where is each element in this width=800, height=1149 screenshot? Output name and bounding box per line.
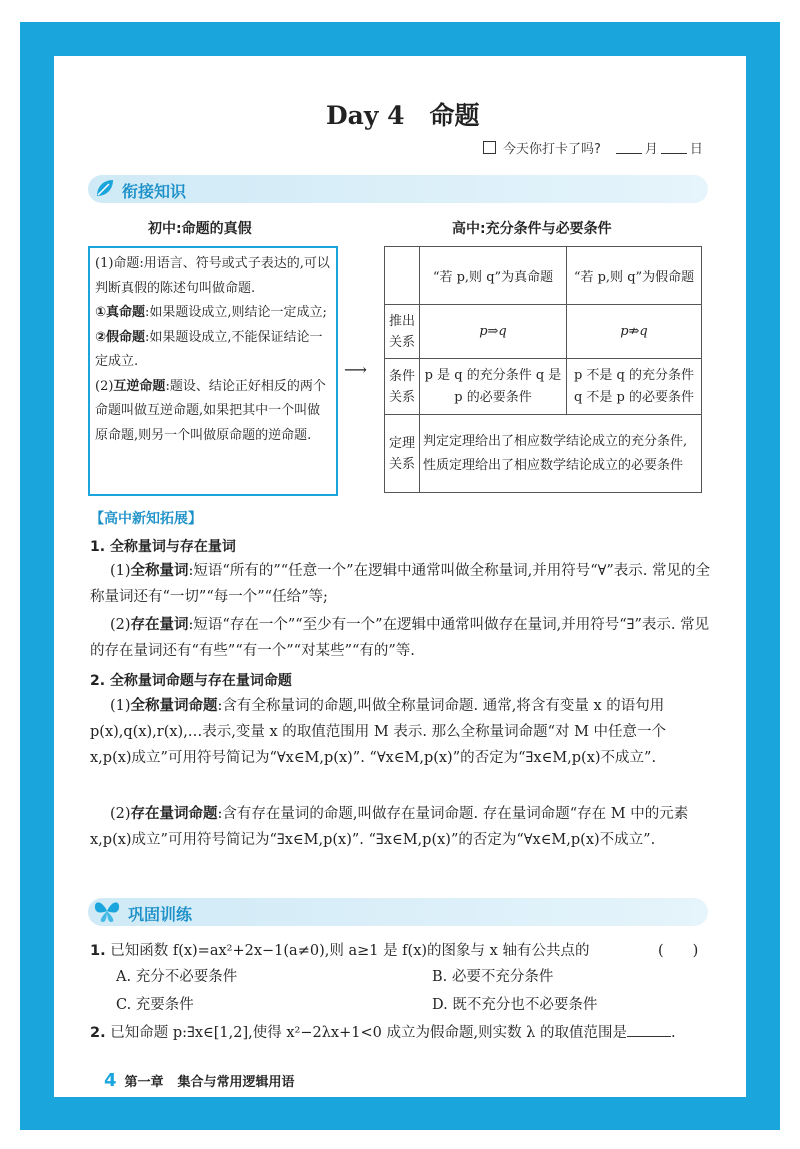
universal-quantifier-para [90,558,710,610]
universal-proposition-term: 全称量词命题 [130,698,218,714]
existential-proposition-text: :含有存在量词的命题,叫做存在量词命题. 存在量词命题“存在 M 中的元素 x,p(x)成立”可用符号简记为“∃x∈M,p(x)”. “∃x∈M,p(x)”的否定为“∀x∈M,p(x)不成立”. [90,806,689,848]
condition-table [384,246,702,493]
existential-proposition-term: 存在量词命题 [130,806,218,822]
question-2-end: . [670,1025,676,1041]
option-a[interactable]: A. 充分不必要条件 [116,969,238,985]
cell-not-sufficient: p 不是 q 的充分条件 q 不是 p 的必要条件 [567,359,702,415]
question-2 [90,1020,710,1046]
universal-proposition-text: :含有全称量词的命题,叫做全称量词命题. 通常,将含有变量 x 的语句用 p(x),q(x),r(x),…表示,变量 x 的取值范围用 M 表示. 那么全称量词命题“对 M 中任意一个 x,p(x)成立”可用符号简记为“∀x∈M,p(x)”. “∀x∈M,p(x)”的否定为“∃x∈M,p(x)不成立”. [90,698,667,766]
chapter-title: 集合与常用逻辑用语 [177,1075,295,1090]
answer-paren[interactable]: ( ) [658,943,699,959]
para-prefix: (1) [110,698,131,714]
page-footer [104,1070,295,1091]
converse-prefix: (2) [95,378,114,394]
para-prefix: (2) [110,617,131,633]
col-header-false: “若 p,则 q”为假命题 [567,247,702,305]
month-label: 月 [644,142,658,157]
subsection-2-heading [90,670,292,690]
subsection-1-number: 1. [90,539,106,555]
false-proposition-term: ②假命题 [95,329,146,345]
table-row [385,247,702,305]
question-1-number: 1. [90,943,106,959]
checkin-row [483,138,703,157]
section-banner-practice [88,898,708,926]
option-c[interactable]: C. 充要条件 [116,997,194,1013]
para-prefix: (2) [110,806,131,822]
page-border-right [746,22,780,1130]
subsection-1-heading [90,536,236,556]
converse-term: 互逆命题 [113,378,166,394]
row-label-theorem: 定理关系 [385,415,420,493]
page-border-left [20,22,54,1130]
false-proposition-text: :如果题设成立,不能保证结论一定成立. [95,329,323,369]
option-d[interactable]: D. 既不充分也不必要条件 [432,997,598,1013]
para-prefix: (1) [110,563,131,579]
table-corner [385,247,420,305]
subsection-2-title: 全称量词命题与存在量词命题 [109,673,292,689]
checkin-checkbox[interactable] [483,141,496,154]
converse-text: :题设、结论正好相反的两个命题叫做互逆命题,如果把其中一个叫做原命题,则另一个叫做原命题的逆命题. [95,378,326,443]
existential-proposition-para [90,801,710,853]
junior-heading: 初中:命题的真假 [148,221,252,237]
leaf-icon [94,177,116,204]
universal-proposition-para [90,693,710,771]
cell-implies: p⇒q [420,305,567,359]
true-proposition-term: ①真命题 [95,305,146,320]
question-1 [90,938,710,964]
page-border-bottom [20,1097,780,1130]
section-banner-bridge [88,175,708,203]
universal-quantifier-text: :短语“所有的”“任意一个”在逻辑中通常叫做全称量词,并用符号“∀”表示. 常见的全称量词还有“一切”“每一个”“任给”等; [90,563,710,605]
table-row [385,415,702,493]
question-2-number: 2. [90,1025,106,1041]
col-header-true: “若 p,则 q”为真命题 [420,247,567,305]
section-label-practice: 巩固训练 [128,905,193,924]
butterfly-icon [92,898,122,929]
cell-sufficient: p 是 q 的充分条件 q 是 p 的必要条件 [420,359,567,415]
existential-quantifier-para [90,612,710,664]
option-b[interactable]: B. 必要不充分条件 [432,969,554,985]
month-blank[interactable] [616,141,642,154]
table-row [385,305,702,359]
arrow-icon: ⟶ [344,360,367,379]
cell-not-implies: p⇏q [567,305,702,359]
section-label-bridge: 衔接知识 [122,182,187,201]
row-label-condition: 条件关系 [385,359,420,415]
universal-quantifier-term: 全称量词 [130,563,189,579]
checkin-text: 今天你打卡了吗? [503,142,601,157]
extension-tag: 【高中新知拓展】 [90,511,202,527]
answer-blank[interactable] [627,1022,671,1037]
day-blank[interactable] [661,141,687,154]
page-title: Day 4 命题 [326,101,480,130]
subsection-1-title: 全称量词与存在量词 [109,539,236,555]
row-label-inference: 推出关系 [385,305,420,359]
page-number: 4 [104,1070,117,1091]
subsection-2-number: 2. [90,673,106,689]
junior-concept-box [88,246,338,496]
question-1-text: 已知函数 f(x)=ax²+2x−1(a≠0),则 a≥1 是 f(x)的图象与 x 轴有公共点的 [110,943,590,959]
true-proposition-text: :如果题设成立,则结论一定成立; [145,305,327,320]
question-2-text: 已知命题 p:∃x∈[1,2],使得 x²−2λx+1<0 成立为假命题,则实数 λ 的取值范围是 [110,1025,627,1041]
cell-theorem: 判定定理给出了相应数学结论成立的充分条件,性质定理给出了相应数学结论成立的必要条件 [420,415,702,493]
chapter-number: 第一章 [124,1075,164,1090]
existential-quantifier-term: 存在量词 [130,617,189,633]
senior-heading: 高中:充分条件与必要条件 [452,221,612,237]
concept-proposition: (1)命题:用语言、符号或式子表达的,可以判断真假的陈述句叫做命题. [95,256,330,296]
table-row [385,359,702,415]
existential-quantifier-text: :短语“存在一个”“至少有一个”在逻辑中通常叫做存在量词,并用符号“∃”表示. 常见的存在量词还有“有些”“有一个”“对某些”“有的”等. [90,617,710,659]
page-border-top [20,22,780,56]
day-label: 日 [689,142,703,157]
